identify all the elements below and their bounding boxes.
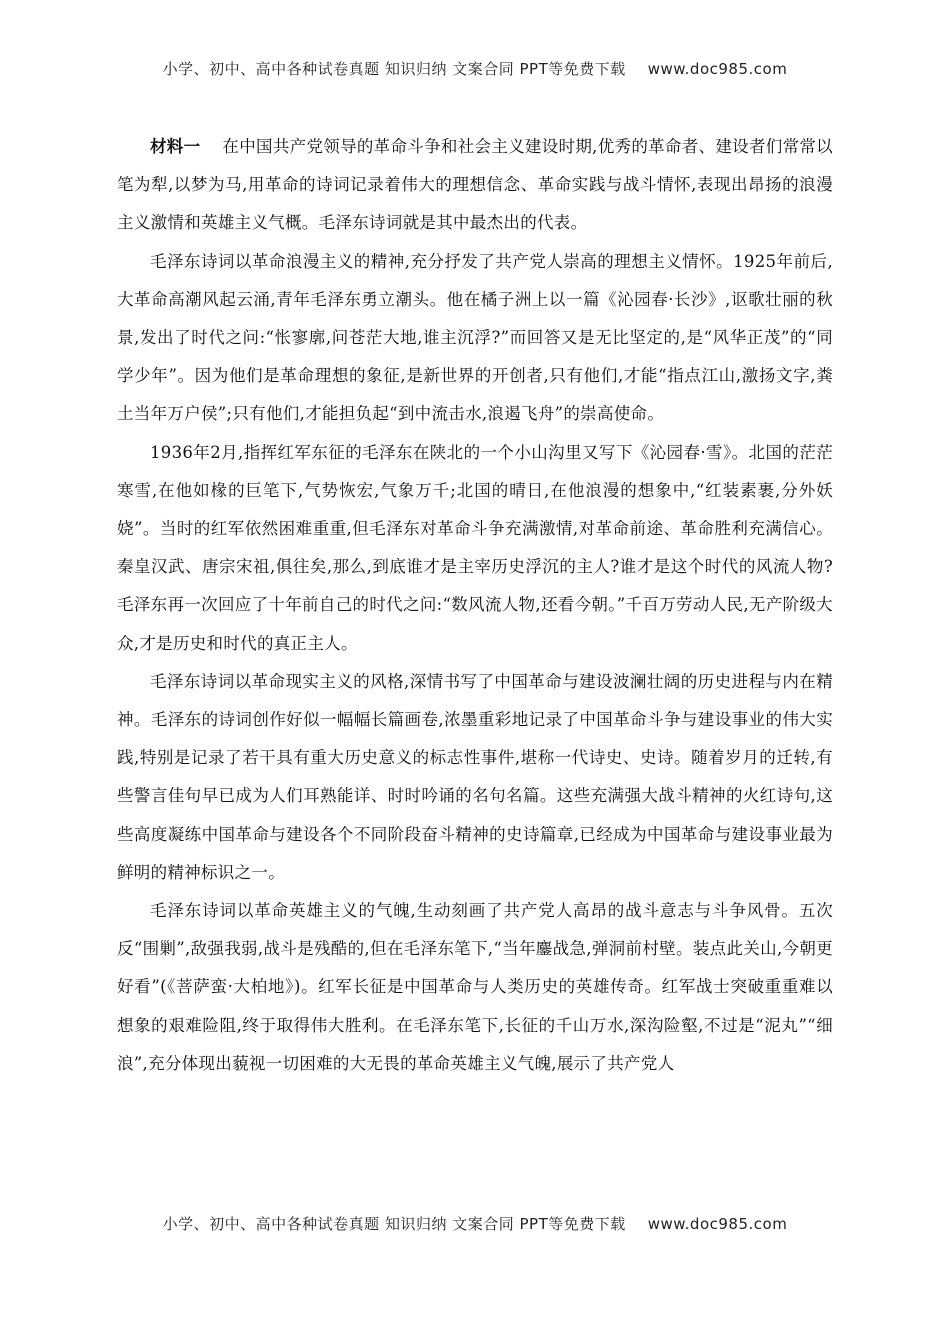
paragraph-2: 毛泽东诗词以革命浪漫主义的精神,充分抒发了共产党人崇高的理想主义情怀。1925年前后,大革命高潮风起云涌,青年毛泽东勇立潮头。他在橘子洲上以一篇《沁园春·长沙》,讴歌壮丽的秋景,发出了时代之问:“怅寥廓,问苍茫大地,谁主沉浮?”而回答又是无比坚定的,是“风华正茂”的“同学少年”。因为他们是革命理想的象征,是新世界的开创者,只有他们,才能“指点江山,激扬文字,粪土当年万户侯”;只有他们,才能担负起“到中流击水,浪遏飞舟”的崇高使命。 xyxy=(117,251,833,424)
paragraph-1-text: 在中国共产党领导的革命斗争和社会主义建设时期,优秀的革命者、建设者们常常以笔为犁,以梦为马,用革命的诗词记录着伟大的理想信念、革命实践与战斗情怀,表现出昂扬的浪漫主义激情和英雄主义气概。毛泽东诗词就是其中最杰出的代表。 xyxy=(117,137,833,233)
paragraph-1 xyxy=(117,128,833,243)
article-body xyxy=(117,128,833,1083)
material-label: 材料一 xyxy=(150,137,201,156)
paragraph-5: 毛泽东诗词以革命英雄主义的气魄,生动刻画了共产党人高昂的战斗意志与斗争风骨。五次反“围剿”,敌强我弱,战斗是残酷的,但在毛泽东笔下,“当年鏖战急,弹洞前村壁。装点此关山,今朝更好看”(《菩萨蛮·大柏地》)。红军长征是中国革命与人类历史的英雄传奇。红军战士突破重重难以想象的艰难险阻,终于取得伟大胜利。在毛泽东笔下,长征的千山万水,深沟险壑,不过是“泥丸”“细浪”,充分体现出藐视一切困难的大无畏的革命英雄主义气魄,展示了共产党人 xyxy=(117,901,833,1073)
footer-url-link[interactable]: www.doc985.com xyxy=(647,1215,788,1233)
paragraph-3: 1936年2月,指挥红军东征的毛泽东在陕北的一个小山沟里又写下《沁园春·雪》。北国的茫茫寒雪,在他如椽的巨笔下,气势恢宏,气象万千;北国的晴日,在他浪漫的想象中,“红装素裹,分外妖娆”。当时的红军依然困难重重,但毛泽东对革命斗争充满激情,对革命前途、革命胜利充满信心。秦皇汉武、唐宗宋祖,俱往矣,那么,到底谁才是主宰历史浮沉的主人?谁才是这个时代的风流人物?毛泽东再一次回应了十年前自己的时代之问:“数风流人物,还看今朝。”千百万劳动人民,无产阶级大众,才是历史和时代的真正主人。 xyxy=(117,442,833,653)
page-header xyxy=(0,58,950,79)
header-url-link[interactable]: www.doc985.com xyxy=(647,60,788,78)
page-footer xyxy=(0,1213,950,1234)
paragraph-4: 毛泽东诗词以革命现实主义的风格,深情书写了中国革命与建设波澜壮阔的历史进程与内在精神。毛泽东的诗词创作好似一幅幅长篇画卷,浓墨重彩地记录了中国革命斗争与建设事业的伟大实践,特别是记录了若干具有重大历史意义的标志性事件,堪称一代诗史、史诗。随着岁月的迁转,有些警言佳句早已成为人们耳熟能详、时时吟诵的名句名篇。这些充满强大战斗精神的火红诗句,这些高度凝练中国革命与建设各个不同阶段奋斗精神的史诗篇章,已经成为中国革命与建设事业最为鲜明的精神标识之一。 xyxy=(117,671,833,882)
footer-text: 小学、初中、高中各种试卷真题 知识归纳 文案合同 PPT等免费下载 xyxy=(162,1215,626,1233)
header-text: 小学、初中、高中各种试卷真题 知识归纳 文案合同 PPT等免费下载 xyxy=(162,60,626,78)
